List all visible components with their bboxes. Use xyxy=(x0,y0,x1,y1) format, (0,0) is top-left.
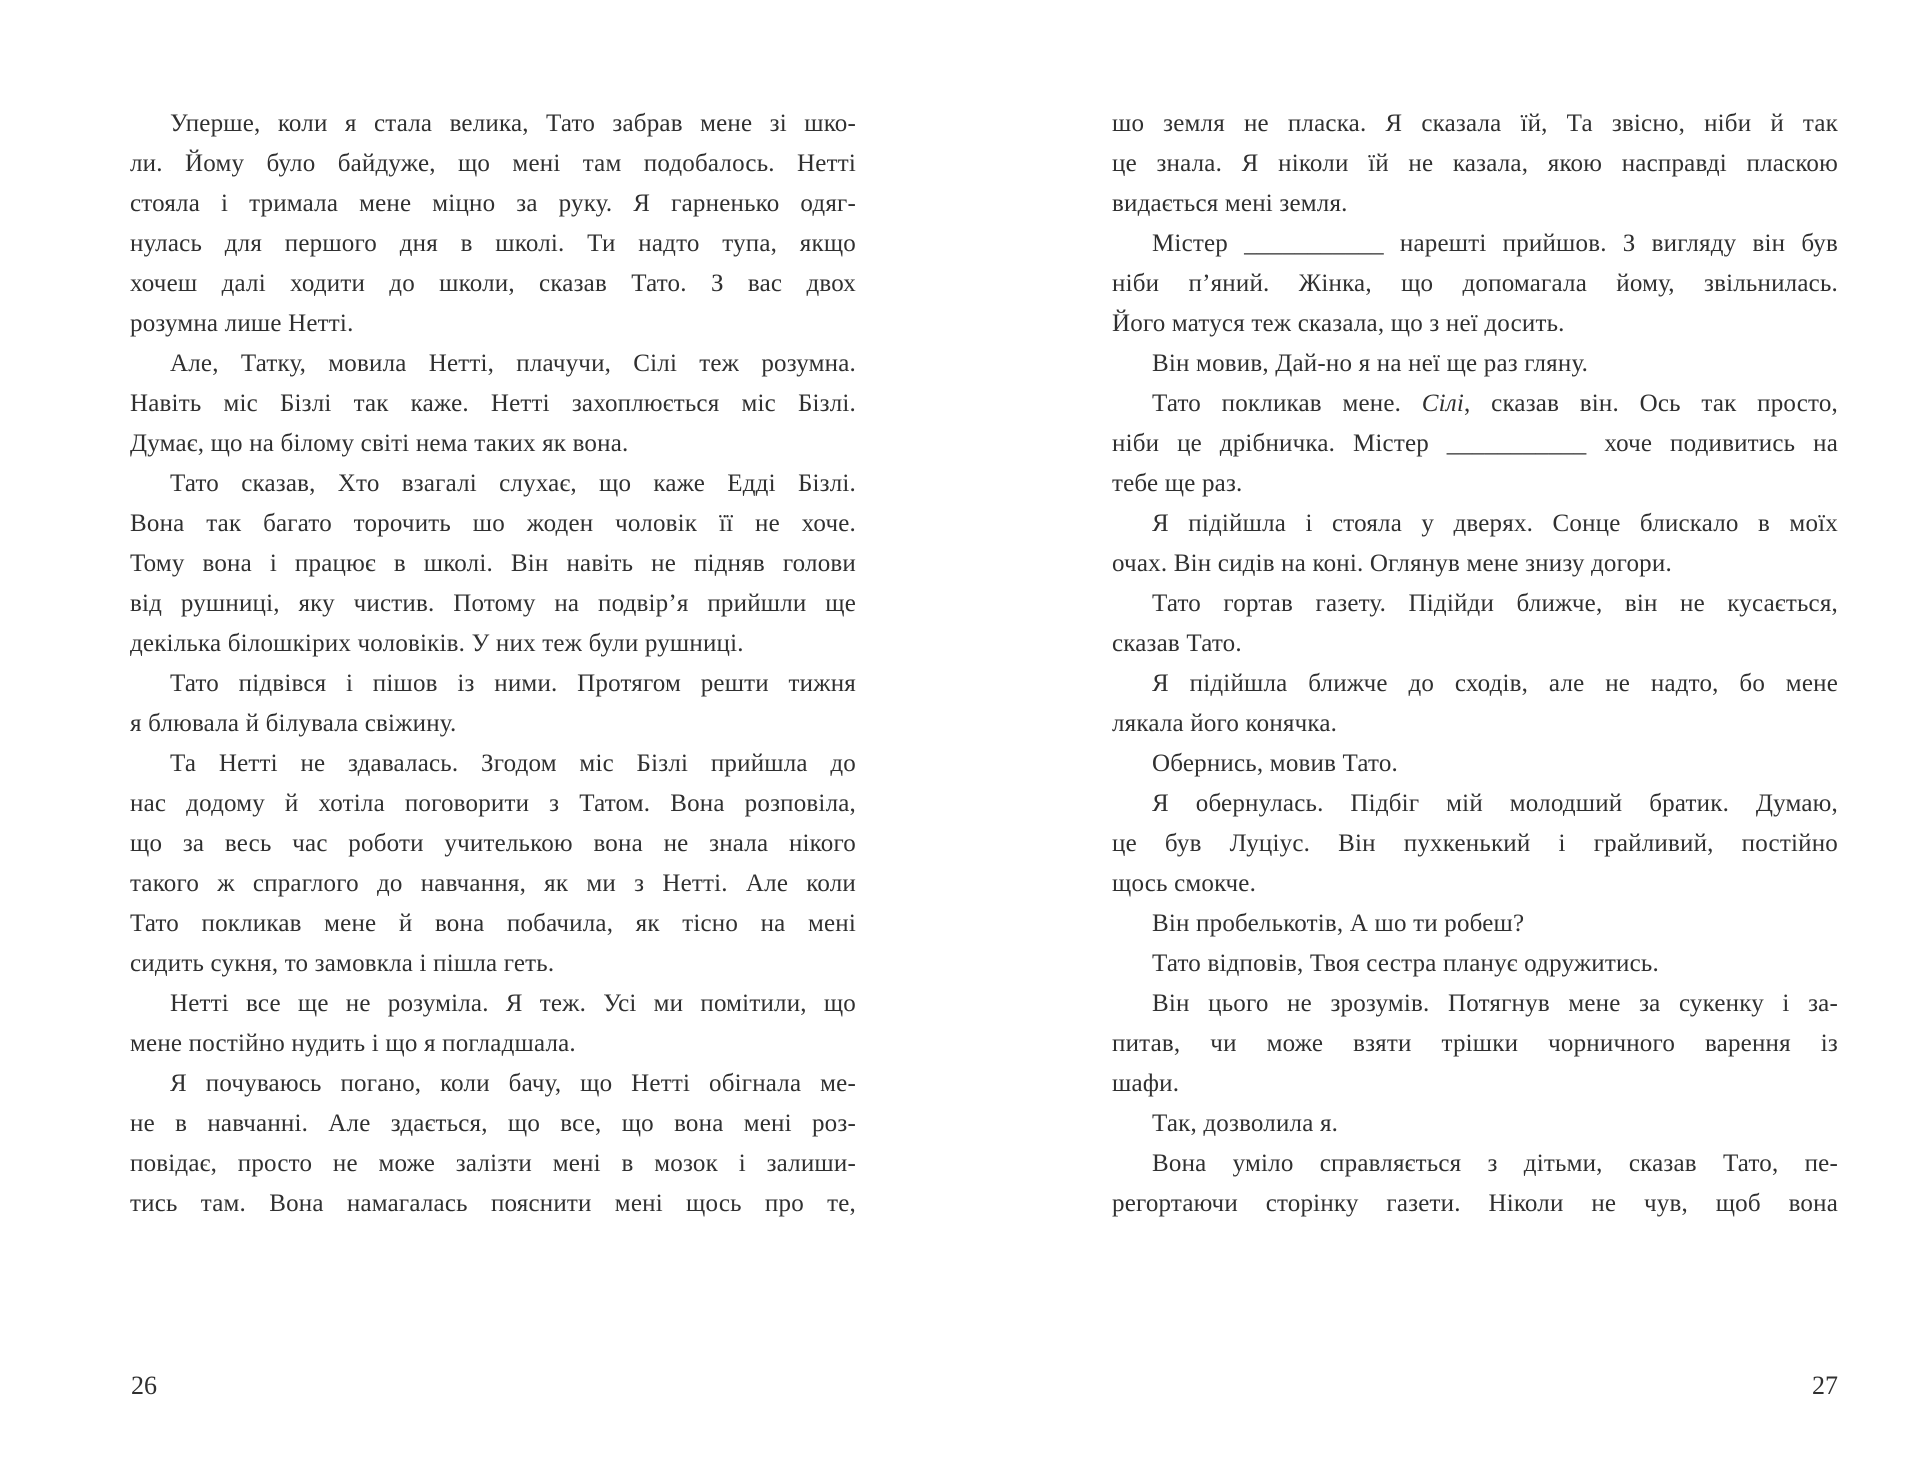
text-line: Але, Татку, мовила Нетті, плачучи, Сілі теж розумна. xyxy=(170,350,856,377)
text-line: Тато сказав, Хто взагалі слухає, що каже Едді Бізлі. xyxy=(170,470,856,497)
text-line: мене постійно нудить і що я погладшала. xyxy=(130,1030,576,1057)
text-line: Та Нетті не здавалась. Згодом міс Бізлі прийшла до xyxy=(170,750,856,777)
text-line: Обернись, мовив Тато. xyxy=(1152,750,1398,777)
text-line: щось смокче. xyxy=(1112,870,1257,897)
text-line: Тато підвівся і пішов із ними. Протягом решти тижня xyxy=(170,670,856,697)
text-line: сидить сукня, то замовкла і пішла геть. xyxy=(130,950,555,977)
text-line: Я почуваюсь погано, коли бачу, що Нетті обігнала ме- xyxy=(170,1070,856,1097)
text-line: сказав Тато. xyxy=(1112,630,1242,657)
text-line: шо земля не пласка. Я сказала їй, Та звісно, ніби й так xyxy=(1112,110,1838,137)
left-page-number: 26 xyxy=(131,1371,157,1400)
text-line: Уперше, коли я стала велика, Тато забрав мене зі шко- xyxy=(170,110,856,137)
left-page-text xyxy=(130,104,856,1224)
text-line: хочеш далі ходити до школи, сказав Тато. З вас двох xyxy=(130,270,856,297)
text-line: Містер ___________ нарешті прийшов. З вигляду він був xyxy=(1152,230,1838,257)
text-line: питав, чи може взяти трішки чорничного варення із xyxy=(1112,1030,1838,1057)
text-line: Тато гортав газету. Підійди ближче, він не кусається, xyxy=(1152,590,1838,617)
text-line: від рушниці, яку чистив. Потому на подвір’я прийшли ще xyxy=(130,590,856,617)
text-line: тись там. Вона намагалась пояснити мені щось про те, xyxy=(130,1190,856,1217)
text-line: я блювала й білувала свіжину. xyxy=(130,710,457,737)
text-line: це був Луціус. Він пухкенький і грайливий, постійно xyxy=(1112,830,1838,857)
text-line: Я обернулась. Підбіг мій молодший братик. Думаю, xyxy=(1152,790,1838,817)
text-line: Тато покликав мене й вона побачила, як тісно на мені xyxy=(130,910,856,937)
text-line: Він цього не зрозумів. Потягнув мене за сукенку і за- xyxy=(1152,990,1838,1017)
text-line: Вона уміло справляється з дітьми, сказав Тато, пе- xyxy=(1152,1150,1838,1177)
text-line: Нетті все ще не розуміла. Я теж. Усі ми помітили, що xyxy=(170,990,856,1017)
text-line: лякала його конячка. xyxy=(1112,710,1338,737)
text-line: не в навчанні. Але здається, що все, що вона мені роз- xyxy=(130,1110,856,1137)
text-line: ніби п’яний. Жінка, що допомагала йому, звільнилась. xyxy=(1112,270,1838,297)
text-line: Вона так багато торочить шо жоден чоловік її не хоче. xyxy=(130,510,856,537)
text-line: це знала. Я ніколи їй не казала, якою насправді пласкою xyxy=(1112,150,1838,177)
text-line: Він мовив, Дай-но я на неї ще раз гляну. xyxy=(1152,350,1589,377)
text-line: розумна лише Нетті. xyxy=(130,310,354,337)
text-line: Я підійшла ближче до сходів, але не надто, бо мене xyxy=(1152,670,1838,697)
text-line: видається мені земля. xyxy=(1112,190,1348,217)
text-line: декілька білошкірих чоловіків. У них теж були рушниці. xyxy=(130,630,744,657)
text-line: ніби це дрібничка. Містер ___________ хоче подивитись на xyxy=(1112,430,1838,457)
text-line: Тому вона і працює в школі. Він навіть не підняв голови xyxy=(130,550,856,577)
text-line: нас додому й хотіла поговорити з Татом. Вона розповіла, xyxy=(130,790,856,817)
text-line: Його матуся теж сказала, що з неї досить. xyxy=(1112,310,1565,337)
text-line: Я підійшла і стояла у дверях. Сонце блискало в моїх xyxy=(1152,510,1838,537)
text-line: регортаючи сторінку газети. Ніколи не чув, щоб вона xyxy=(1112,1190,1838,1217)
text-line: повідає, просто не може залізти мені в мозок і залиши- xyxy=(130,1150,856,1177)
right-page-text xyxy=(1112,104,1838,1224)
right-page-number: 27 xyxy=(1812,1371,1838,1400)
text-line: такого ж спраглого до навчання, як ми з Нетті. Але коли xyxy=(130,870,856,897)
text-line: нулась для першого дня в школі. Ти надто тупа, якщо xyxy=(130,230,856,257)
text-line: очах. Він сидів на коні. Оглянув мене знизу догори. xyxy=(1112,550,1672,577)
text-line: тебе ще раз. xyxy=(1112,470,1243,497)
text-line: шафи. xyxy=(1112,1070,1180,1097)
text-line: Так, дозволила я. xyxy=(1152,1110,1339,1137)
text-line: Навіть міс Бізлі так каже. Нетті захоплюється міс Бізлі. xyxy=(130,390,856,417)
text-line: що за весь час роботи учителькою вона не знала нікого xyxy=(130,830,856,857)
text-line: ли. Йому було байдуже, що мені там подобалось. Нетті xyxy=(130,150,856,177)
text-line: Тато покликав мене. Сілі, сказав він. Ось так просто, xyxy=(1152,390,1838,417)
text-line: Тато відповів, Твоя сестра планує одружитись. xyxy=(1152,950,1659,977)
text-line: стояла і тримала мене міцно за руку. Я гарненько одяг- xyxy=(130,190,856,217)
text-line: Він пробелькотів, А шо ти робеш? xyxy=(1152,910,1525,937)
text-line: Думає, що на білому світі нема таких як вона. xyxy=(130,430,629,457)
